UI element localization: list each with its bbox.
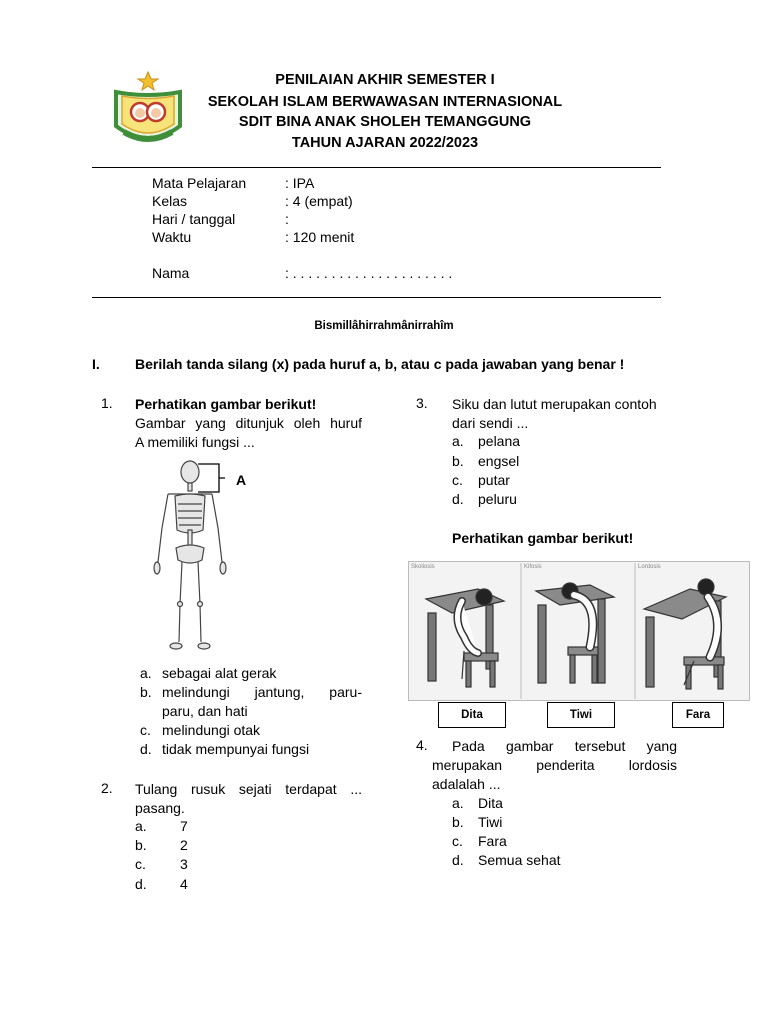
q1-number: 1.: [101, 395, 113, 411]
q1-option-c-letter: c.: [140, 722, 151, 738]
name-box-dita: Dita: [438, 702, 506, 728]
q1-option-d-text: tidak mempunyai fungsi: [162, 741, 310, 757]
info-label-name: Nama: [152, 265, 190, 281]
info-value-name: : . . . . . . . . . . . . . . . . . . . . .: [285, 265, 453, 281]
posture-heading: Perhatikan gambar berikut!: [452, 530, 634, 546]
info-label-subject: Mata Pelajaran: [152, 175, 247, 191]
q3-option-c-letter: c.: [452, 472, 463, 488]
q1-option-b-letter: b.: [140, 684, 152, 700]
q3-option-c-text: putar: [478, 472, 510, 488]
q1-text-line-1: Gambar yang ditunjuk oleh huruf: [135, 415, 362, 431]
posture-illustration: [408, 561, 750, 701]
q4-option-d-letter: d.: [452, 852, 464, 868]
info-label-time: Waktu: [152, 229, 192, 245]
q1-option-a-letter: a.: [140, 665, 152, 681]
q1-option-b-text-cont: paru, dan hati: [162, 703, 248, 719]
q1-option-d-letter: d.: [140, 741, 152, 757]
q2-option-c-text: 3: [180, 856, 188, 872]
q3-option-b-letter: b.: [452, 453, 464, 469]
q4-option-c-text: Fara: [478, 833, 507, 849]
q2-text-line-2: pasang.: [135, 800, 185, 816]
q2-option-a-letter: a.: [135, 818, 147, 834]
q3-text-line-1: Siku dan lutut merupakan contoh: [452, 396, 657, 412]
q2-text-line-1: Tulang rusuk sejati terdapat ...: [135, 781, 362, 797]
q2-option-a-text: 7: [180, 818, 188, 834]
q1-option-b-text: melindungi jantung, paru-: [162, 684, 362, 700]
q4-number: 4.: [416, 737, 428, 753]
q3-option-d-letter: d.: [452, 491, 464, 507]
info-label-class: Kelas: [152, 193, 188, 209]
section-instruction: Berilah tanda silang (x) pada huruf a, b, atau c pada jawaban yang benar !: [135, 356, 625, 372]
header-line-4: TAHUN AJARAN 2022/2023: [291, 135, 479, 151]
q2-number: 2.: [101, 780, 113, 796]
q3-option-a-text: pelana: [478, 433, 521, 449]
info-value-class: : 4 (empat): [285, 193, 353, 209]
q4-option-a-text: Dita: [478, 795, 503, 811]
q4-option-c-letter: c.: [452, 833, 463, 849]
bismillah: Bismillâhirrahmânirrahîm: [314, 320, 454, 332]
q4-option-a-letter: a.: [452, 795, 464, 811]
q1-option-c-text: melindungi otak: [162, 722, 261, 738]
section-number: I.: [92, 356, 100, 372]
q1-text-line-2: A memiliki fungsi ...: [135, 434, 255, 450]
header-line-3: SDIT BINA ANAK SHOLEH TEMANGGUNG: [238, 114, 532, 130]
name-box-tiwi: Tiwi: [547, 702, 615, 728]
q2-option-b-letter: b.: [135, 837, 147, 853]
q1-option-a-text: sebagai alat gerak: [162, 665, 277, 681]
q1-heading: Perhatikan gambar berikut!: [135, 396, 317, 412]
q4-option-d-text: Semua sehat: [478, 852, 561, 868]
header-divider: [92, 167, 661, 168]
q4-text-line-3: adalalah ...: [432, 776, 501, 792]
school-logo: [110, 70, 186, 150]
q3-option-d-text: peluru: [478, 491, 517, 507]
header-line-2: SEKOLAH ISLAM BERWAWASAN INTERNASIONAL: [207, 94, 563, 110]
info-value-date: :: [285, 211, 289, 227]
q4-text-line-1: Pada gambar tersebut yang: [452, 738, 677, 754]
q3-option-a-letter: a.: [452, 433, 464, 449]
panel-title-scoliosis: Skoliosis: [411, 564, 435, 570]
q4-option-b-text: Tiwi: [478, 814, 503, 830]
q3-text-line-2: dari sendi ...: [452, 415, 529, 431]
q2-option-d-text: 4: [180, 876, 188, 892]
panel-title-lordosis: Lordosis: [638, 564, 661, 570]
q4-text-line-2: merupakan penderita lordosis: [432, 757, 677, 773]
pointer-label-a: A: [236, 472, 247, 488]
q3-option-b-text: engsel: [478, 453, 520, 469]
info-value-subject: : IPA: [285, 175, 315, 191]
q3-number: 3.: [416, 395, 428, 411]
q2-option-d-letter: d.: [135, 876, 147, 892]
info-divider: [92, 297, 661, 298]
q2-option-c-letter: c.: [135, 856, 146, 872]
q2-option-b-text: 2: [180, 837, 188, 853]
panel-title-kyphosis: Kifosis: [524, 564, 542, 570]
header-line-1: PENILAIAN AKHIR SEMESTER I: [275, 72, 495, 88]
info-label-date: Hari / tanggal: [152, 211, 236, 227]
q4-option-b-letter: b.: [452, 814, 464, 830]
info-value-time: : 120 menit: [285, 229, 355, 245]
name-box-fara: Fara: [672, 702, 724, 728]
